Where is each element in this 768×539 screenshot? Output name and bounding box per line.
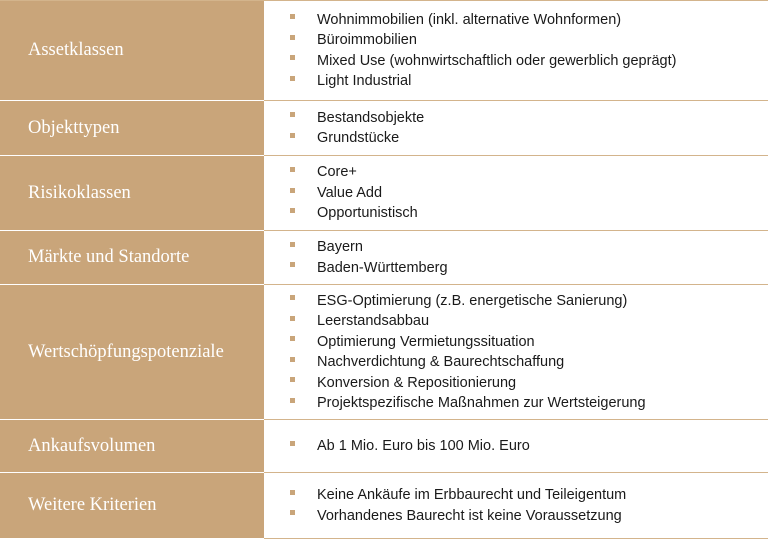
list-item [290,108,424,129]
square-bullet-icon [290,112,295,117]
list-item-text: Büroimmobilien [317,32,417,48]
row-content-maerkte-standorte [264,231,768,285]
list-item-text: Value Add [317,184,383,201]
square-bullet-icon [290,295,295,300]
list-item [290,506,626,527]
list-item [290,311,646,332]
square-bullet-icon [290,242,295,247]
square-bullet-icon [290,510,295,515]
square-bullet-icon [290,441,295,446]
row-label-objekttypen: Objekttypen [0,101,264,156]
bullet-list [290,436,530,457]
row-content-wertschoepfungspotenziale [264,285,768,420]
list-item [290,291,646,312]
square-bullet-icon [290,133,295,138]
list-item-text: Nachverdichtung & Baurechtschaffung [317,354,565,370]
list-item [290,128,424,149]
list-item [290,203,418,224]
bullet-list [290,485,626,526]
square-bullet-icon [290,262,295,267]
row-content-objekttypen [264,101,768,156]
row-label-ankaufsvolumen: Ankaufsvolumen [0,420,264,473]
list-item [290,436,530,457]
list-item [290,10,676,31]
list-item-text: ESG-Optimierung (z.B. energetische Sanierung) [317,292,628,309]
list-item-text: Konversion & Repositionierung [317,374,517,391]
bullet-list [290,108,424,149]
bullet-list [290,10,676,92]
list-item [290,258,448,279]
row-content-weitere-kriterien [264,473,768,539]
list-item [290,71,676,92]
square-bullet-icon [290,316,295,321]
square-bullet-icon [290,76,295,81]
list-item-text: Projektspezifische Maßnahmen zur Wertsteigerung [317,395,646,411]
list-item [290,332,646,353]
square-bullet-icon [290,490,295,495]
row-label-wertschoepfungspotenziale: Wertschöpfungspotenziale [0,285,264,420]
list-item-text: Light Industrial [317,73,412,89]
list-item-text: Wohnimmobilien (inkl. alternative Wohnformen) [317,11,622,28]
row-label-risikoklassen: Risikoklassen [0,156,264,231]
row-label-assetklassen: Assetklassen [0,1,264,101]
list-item [290,393,646,414]
square-bullet-icon [290,14,295,19]
row-content-assetklassen [264,1,768,101]
square-bullet-icon [290,188,295,193]
list-item-text: Bayern [317,239,363,255]
list-item-text: Mixed Use (wohnwirtschaftlich oder gewerblich geprägt) [317,52,677,69]
square-bullet-icon [290,377,295,382]
list-item-text: Vorhandenes Baurecht ist keine Voraussetzung [317,507,622,524]
list-item [290,162,418,183]
bullet-list [290,237,448,278]
list-item [290,183,418,204]
list-item-text: Leerstandsabbau [317,313,430,329]
list-item [290,51,676,72]
list-item-text: Grundstücke [317,130,400,146]
list-item-text: Core+ [317,164,357,181]
list-item [290,237,448,258]
row-content-ankaufsvolumen [264,420,768,473]
row-content-risikoklassen [264,156,768,231]
list-item [290,373,646,394]
list-item-text: Opportunistisch [317,205,418,222]
row-label-maerkte-standorte: Märkte und Standorte [0,231,264,285]
list-item [290,352,646,373]
square-bullet-icon [290,55,295,60]
list-item-text: Ab 1 Mio. Euro bis 100 Mio. Euro [317,437,530,454]
list-item-text: Keine Ankäufe im Erbbaurecht und Teileigentum [317,487,627,503]
list-item [290,30,676,51]
square-bullet-icon [290,357,295,362]
list-item [290,485,626,506]
bullet-list [290,162,418,224]
bullet-list [290,291,646,414]
square-bullet-icon [290,398,295,403]
square-bullet-icon [290,208,295,213]
square-bullet-icon [290,336,295,341]
square-bullet-icon [290,35,295,40]
list-item-text: Bestandsobjekte [317,109,425,126]
row-label-weitere-kriterien: Weitere Kriterien [0,473,264,539]
square-bullet-icon [290,167,295,172]
list-item-text: Optimierung Vermietungssituation [317,333,535,350]
list-item-text: Baden-Württemberg [317,259,448,276]
